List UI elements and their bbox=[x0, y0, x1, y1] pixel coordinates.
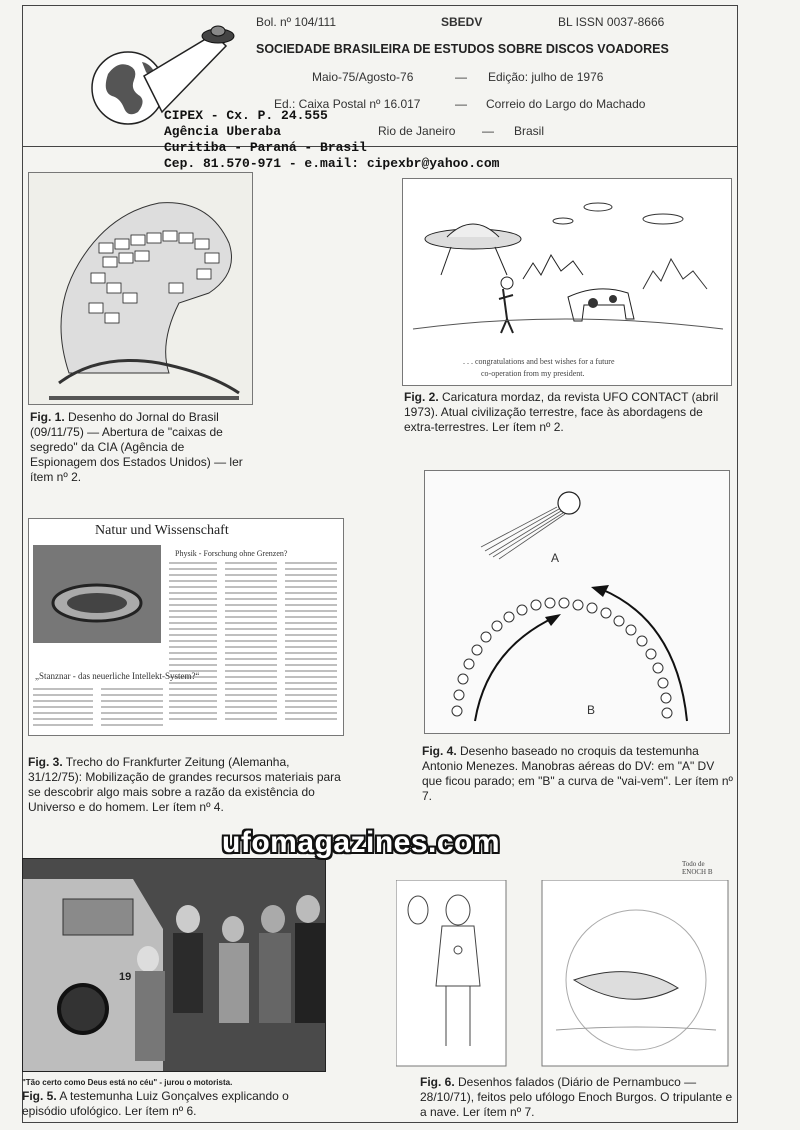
fig6-label: Fig. 6. bbox=[420, 1075, 455, 1089]
fig3-newspaper-title: Natur und Wissenschaft bbox=[95, 523, 229, 538]
fig3-headline: Physik - Forschung ohne Grenzen? bbox=[175, 549, 288, 558]
issn: BL ISSN 0037-8666 bbox=[558, 15, 665, 29]
fig3-image bbox=[28, 518, 344, 736]
fig2-inner-line-1: . . . congratulations and best wishes for a future bbox=[463, 357, 615, 366]
truck-number: 19 bbox=[119, 971, 132, 983]
dash-2: — bbox=[455, 97, 467, 111]
stamp-line-2: Agência Uberaba bbox=[164, 124, 282, 139]
fig5-quote: "Tão certo como Deus está no céu" - jurou o motorista. bbox=[22, 1078, 233, 1087]
dash-1: — bbox=[455, 70, 467, 84]
country: Brasil bbox=[514, 124, 545, 138]
fig1-caption-block bbox=[30, 410, 252, 485]
fig3-caption: Trecho do Frankfurter Zeitung (Alemanha, 31/12/75): Mobilização de grandes recursos materiais para se descobrir algo mais sobre a razão da existência do Universo e do homem. Ler ítem nº 4. bbox=[28, 755, 341, 814]
org-full-name: SOCIEDADE BRASILEIRA DE ESTUDOS SOBRE DISCOS VOADORES bbox=[256, 42, 669, 56]
fig4-label: Fig. 4. bbox=[422, 744, 457, 758]
city: Rio de Janeiro bbox=[378, 124, 456, 138]
fig4-image bbox=[424, 470, 730, 734]
edition-date: Edição: julho de 1976 bbox=[488, 70, 604, 84]
fig5-caption: A testemunha Luiz Gonçalves explicando o episódio ufológico. Ler ítem nº 6. bbox=[22, 1089, 289, 1118]
stamp-line-3: Curitiba - Paraná - Brasil bbox=[164, 140, 367, 155]
org-short-name: SBEDV bbox=[441, 15, 483, 29]
fig3-caption-block bbox=[28, 755, 346, 815]
fig5-label: Fig. 5. bbox=[22, 1089, 57, 1103]
witness-group-photo bbox=[23, 859, 326, 1072]
fig3-label: Fig. 3. bbox=[28, 755, 63, 769]
fig2-label: Fig. 2. bbox=[404, 390, 439, 404]
stamp-line-1: CIPEX - Cx. P. 24.555 bbox=[164, 108, 328, 123]
fig3-subhead: „Stanznar - das neuerliche Intellekt-System?“ bbox=[35, 671, 200, 681]
marker-b: B bbox=[587, 703, 596, 717]
fig1-label: Fig. 1. bbox=[30, 410, 65, 424]
fig3-lower-text bbox=[33, 685, 165, 733]
crew-and-craft-drawings bbox=[396, 880, 730, 1068]
fig2-inner-line-2: co-operation from my president. bbox=[481, 369, 585, 378]
marker-a: A bbox=[551, 551, 560, 565]
fig2-image bbox=[402, 178, 732, 386]
dash-3: — bbox=[482, 124, 494, 138]
ufo-maneuver-diagram bbox=[425, 471, 730, 734]
fig5-photo bbox=[22, 858, 326, 1072]
fig1-image bbox=[28, 172, 253, 405]
fig4-caption-block bbox=[422, 744, 734, 804]
fig3-text-columns bbox=[169, 559, 339, 729]
bulletin-number: Bol. nº 104/111 bbox=[256, 15, 336, 29]
fig4-caption: Desenho baseado no croquis da testemunha Antonio Menezes. Manobras aéreas do DV: em "A" DV que ficou parado; em "B" a curva de "vai-vem". Ler ítem nº 7. bbox=[422, 744, 733, 803]
address-office: Correio do Largo do Machado bbox=[486, 97, 646, 111]
period: Maio-75/Agosto-76 bbox=[312, 70, 414, 84]
fig3-photo-ring bbox=[33, 545, 161, 643]
fig5-caption-block bbox=[22, 1089, 332, 1119]
fig6-caption-block bbox=[420, 1075, 738, 1120]
ufo-cartoon-drawing bbox=[403, 179, 732, 349]
fig6-corner-text: Todo de ENOCH B bbox=[682, 860, 713, 876]
watermark: ufomagazines.com bbox=[222, 826, 501, 859]
header-divider bbox=[22, 146, 738, 147]
fig6-image bbox=[396, 858, 730, 1068]
fig2-caption-block bbox=[404, 390, 734, 435]
fig2-caption: Caricatura mordaz, da revista UFO CONTACT (abril 1973). Atual civilização terrestre, face às abordagens de extra-terrestres. Ler ítem nº 2. bbox=[404, 390, 719, 434]
figure-with-cubes-drawing bbox=[29, 173, 253, 405]
fig1-caption: Desenho do Jornal do Brasil (09/11/75) — Abertura de "caixas de segredo" da CIA (Agência de Espionagem dos Estados Unidos) — ler ítem nº 2. bbox=[30, 410, 243, 484]
fig6-caption: Desenhos falados (Diário de Pernambuco — 28/10/71), feitos pelo ufólogo Enoch Burgos. O tripulante e a nave. Ler ítem nº 7. bbox=[420, 1075, 733, 1119]
address-postal: Ed.: Caixa Postal nº 16.017 bbox=[274, 97, 421, 111]
stamp-line-4: Cep. 81.570-971 - e.mail: cipexbr@yahoo.com bbox=[164, 156, 500, 171]
